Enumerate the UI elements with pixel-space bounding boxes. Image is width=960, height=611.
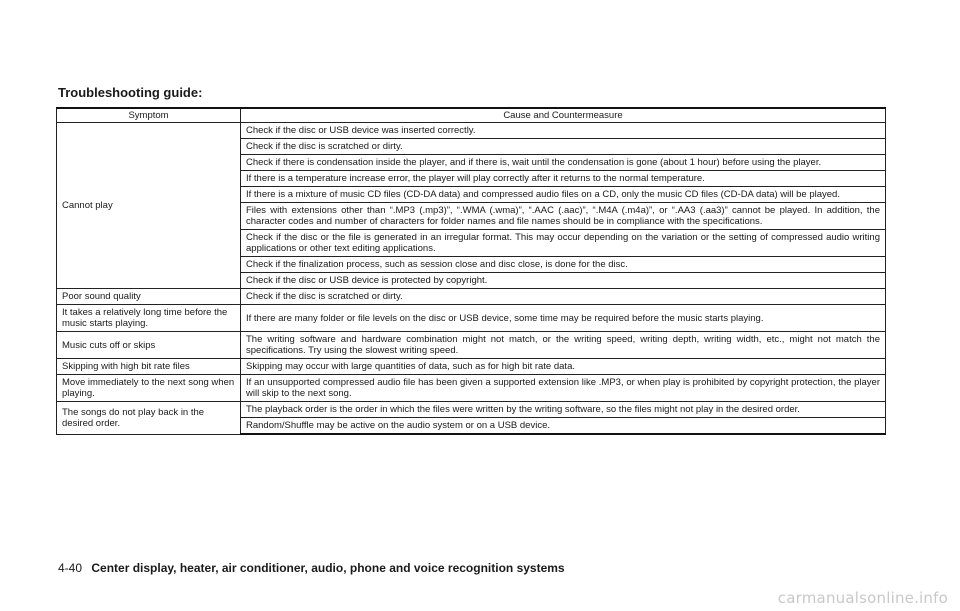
table-header-row [57,108,886,123]
section-heading: Troubleshooting guide: [58,85,203,100]
cause-cell: If there is a mixture of music CD files (CD-DA data) and compressed audio files on a CD, only the music CD files (CD-DA data) will be played. [241,187,886,203]
symptom-cell: Cannot play [57,123,241,289]
cause-cell: Check if the disc is scratched or dirty. [241,289,886,305]
table-row [57,123,886,139]
cause-cell: If there is a temperature increase error, the player will play correctly after it returns to the normal temperature. [241,171,886,187]
cause-cell: Files with extensions other than “.MP3 (.mp3)”, “.WMA (.wma)”, “.AAC (.aac)”, “.M4A (.m4a)”, or “.AA3 (.aa3)” cannot be played. In addition, the character codes and number of characters for folder names and file names should be in compliance with the specifications. [241,203,886,230]
cause-cell: Check if the disc or the file is generated in an irregular format. This may occur depending on the variation or the setting of compressed audio writing applications or other text editing applications. [241,230,886,257]
symptom-cell: It takes a relatively long time before the music starts playing. [57,305,241,332]
cause-cell: Check if the disc or USB device was inserted correctly. [241,123,886,139]
table-row [57,332,886,359]
chapter-title: Center display, heater, air conditioner, audio, phone and voice recognition systems [91,561,565,575]
table-row [57,375,886,402]
cause-cell: Check if the disc is scratched or dirty. [241,139,886,155]
cause-cell: Check if the disc or USB device is protected by copyright. [241,273,886,289]
cause-cell: Check if there is condensation inside the player, and if there is, wait until the condensation is gone (about 1 hour) before using the player. [241,155,886,171]
page-number: 4-40 [58,561,83,575]
column-header-cause: Cause and Countermeasure [241,108,886,123]
symptom-cell: The songs do not play back in the desired order. [57,402,241,435]
symptom-cell: Poor sound quality [57,289,241,305]
table-row [57,359,886,375]
watermark-text: carmanualsonline.info [777,589,948,607]
cause-cell: If there are many folder or file levels on the disc or USB device, some time may be required before the music starts playing. [241,305,886,332]
page-footer [58,561,565,575]
table-row [57,289,886,305]
cause-cell: The writing software and hardware combination might not match, or the writing speed, writing depth, writing width, etc., might not match the specifications. Try using the slowest writing speed. [241,332,886,359]
cause-cell: Skipping may occur with large quantities of data, such as for high bit rate data. [241,359,886,375]
symptom-cell: Skipping with high bit rate files [57,359,241,375]
troubleshooting-table [56,107,886,435]
cause-cell: If an unsupported compressed audio file has been given a supported extension like .MP3, or when play is prohibited by copyright protection, the player will skip to the next song. [241,375,886,402]
table-row [57,305,886,332]
symptom-cell: Music cuts off or skips [57,332,241,359]
table-row [57,402,886,418]
column-header-symptom: Symptom [57,108,241,123]
cause-cell: Random/Shuffle may be active on the audio system or on a USB device. [241,418,886,435]
symptom-cell: Move immediately to the next song when playing. [57,375,241,402]
cause-cell: The playback order is the order in which the files were written by the writing software, so the files might not play in the desired order. [241,402,886,418]
cause-cell: Check if the finalization process, such as session close and disc close, is done for the disc. [241,257,886,273]
